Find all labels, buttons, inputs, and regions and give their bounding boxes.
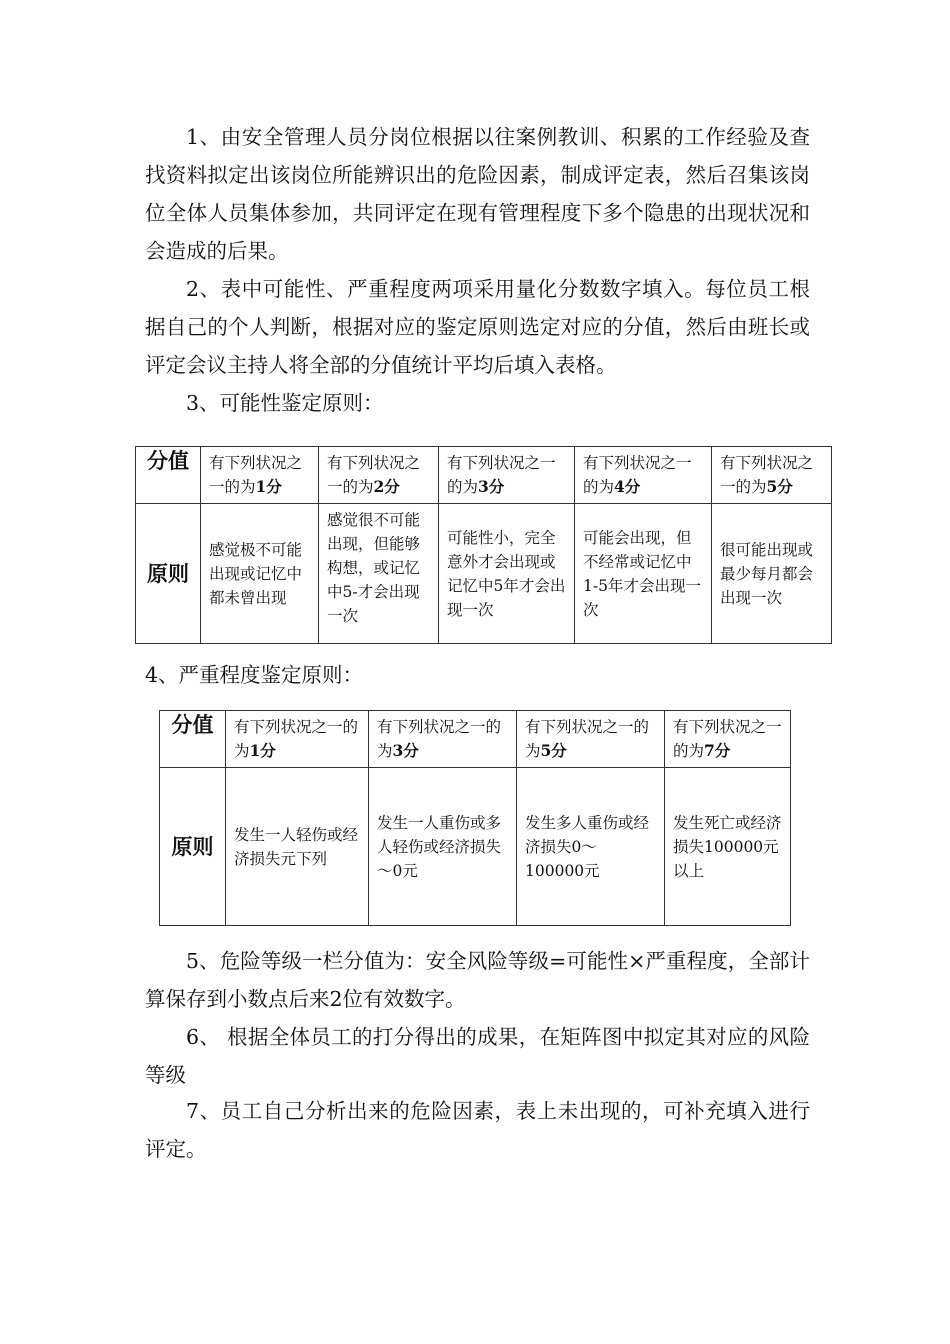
principle-cell: 很可能出现或最少每月都会出现一次 <box>712 504 832 644</box>
header-score: 3分 <box>392 741 419 760</box>
table-row <box>160 768 791 926</box>
score-header <box>226 711 369 768</box>
table-row <box>160 711 791 768</box>
header-text: 有下列状况之一的为 <box>327 454 421 496</box>
principle-cell: 发生一人轻伤或经济损失元下列 <box>226 768 369 926</box>
score-header <box>575 447 712 504</box>
header-text: 有下列状况之一的为 <box>525 718 650 760</box>
header-text: 有下列状况之一的为 <box>377 718 502 760</box>
principle-cell: 发生一人重伤或多人轻伤或经济损失～0元 <box>369 768 517 926</box>
table-row <box>136 504 832 644</box>
principle-cell: 可能会出现，但不经常或记忆中1-5年才会出现一次 <box>575 504 712 644</box>
paragraph-1: 1、由安全管理人员分岗位根据以往案例教训、积累的工作经验及查找资料拟定出该岗位所能辨识出的危险因素，制成评定表，然后召集该岗位全体人员集体参加，共同评定在现有管理程度下多个隐患的出现状况和会造成的后果。 <box>145 125 810 263</box>
likelihood-table <box>135 446 832 644</box>
header-score: 4分 <box>614 477 641 496</box>
header-text: 有下列状况之一的为 <box>583 454 692 496</box>
header-score: 3分 <box>478 477 505 496</box>
header-text: 有下列状况之一的为 <box>209 454 303 496</box>
principle-label: 原则 <box>160 768 226 926</box>
principle-cell: 发生死亡或经济损失100000元以上 <box>665 768 791 926</box>
score-label: 分值 <box>160 711 226 768</box>
principle-cell: 发生多人重伤或经济损失0～100000元 <box>517 768 665 926</box>
header-score: 7分 <box>704 741 731 760</box>
score-header <box>517 711 665 768</box>
score-header <box>439 447 575 504</box>
score-header <box>319 447 439 504</box>
paragraph-7: 7、员工自己分析出来的危险因素，表上未出现的，可补充填入进行评定。 <box>145 1099 810 1161</box>
header-text: 有下列状况之一的为 <box>720 454 814 496</box>
header-score: 2分 <box>373 477 400 496</box>
score-header <box>201 447 319 504</box>
principle-label: 原则 <box>136 504 201 644</box>
principle-cell: 感觉极不可能出现或记忆中都未曾出现 <box>201 504 319 644</box>
table-row <box>136 447 832 504</box>
header-score: 5分 <box>766 477 793 496</box>
header-score: 1分 <box>249 741 276 760</box>
paragraph-6: 6、 根据全体员工的打分得出的成果，在矩阵图中拟定其对应的风险等级 <box>145 1025 810 1087</box>
score-header <box>712 447 832 504</box>
paragraph-4: 4、严重程度鉴定原则： <box>145 663 364 687</box>
paragraph-3: 3、可能性鉴定原则： <box>186 391 384 415</box>
paragraph-5: 5、危险等级一栏分值为：安全风险等级=可能性×严重程度，全部计算保存到小数点后来2位有效数字。 <box>145 949 810 1011</box>
severity-table <box>159 710 791 926</box>
principle-cell: 感觉很不可能出现，但能够构想，或记忆中5-才会出现一次 <box>319 504 439 644</box>
principle-cell: 可能性小，完全意外才会出现或记忆中5年才会出现一次 <box>439 504 575 644</box>
paragraph-2: 2、表中可能性、严重程度两项采用量化分数数字填入。每位员工根据自己的个人判断，根据对应的鉴定原则选定对应的分值，然后由班长或评定会议主持人将全部的分值统计平均后填入表格。 <box>145 277 810 377</box>
score-header <box>665 711 791 768</box>
header-text: 有下列状况之一的为 <box>673 718 782 760</box>
header-score: 1分 <box>255 477 282 496</box>
header-text: 有下列状况之一的为 <box>234 718 359 760</box>
score-header <box>369 711 517 768</box>
header-score: 5分 <box>540 741 567 760</box>
score-label: 分值 <box>136 447 201 504</box>
header-text: 有下列状况之一的为 <box>447 454 556 496</box>
